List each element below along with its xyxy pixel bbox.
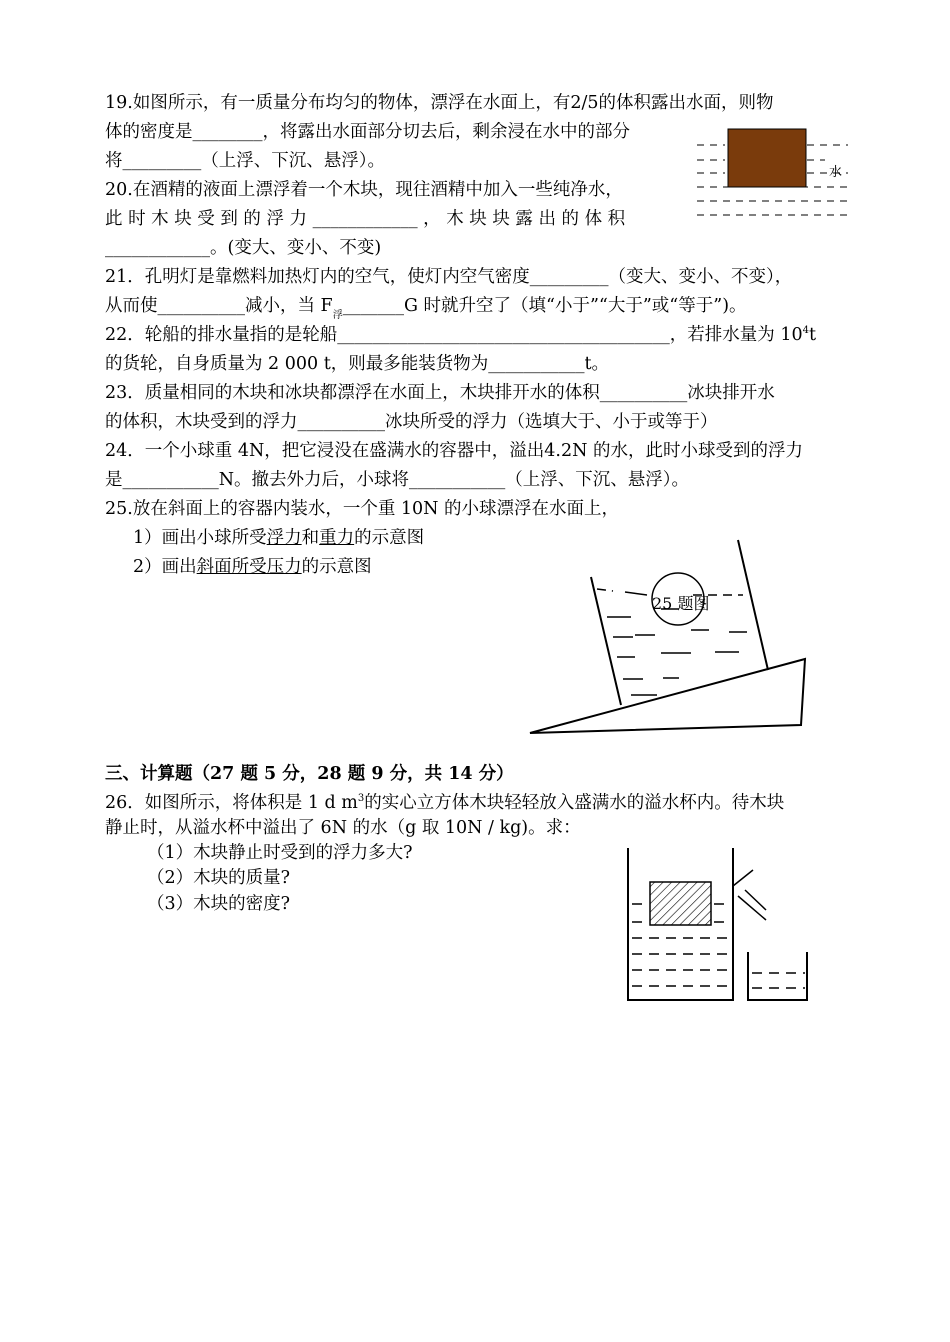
water-label: 水 bbox=[829, 165, 843, 180]
q26-part1: （1）木块静止时受到的浮力多大? bbox=[147, 843, 413, 863]
q23-line1: 23．质量相同的木块和冰块都漂浮在水面上，木块排开水的体积__________冰块排开水 bbox=[105, 383, 775, 403]
q25-buoyancy-underlined: 浮力 bbox=[266, 528, 302, 548]
q22-line1-pre: 22．轮船的排水量指的是轮船______________________________________，若排水量为 10 bbox=[105, 325, 803, 345]
spout-lip bbox=[745, 890, 766, 910]
overflow-cup-figure bbox=[620, 840, 815, 1008]
q21-subscript: 浮 bbox=[332, 310, 343, 321]
q25-sub1-pre: 1）画出小球所受 bbox=[133, 528, 267, 548]
q19-line2: 体的密度是________，将露出水面部分切去后，剩余浸在水中的部分 bbox=[105, 122, 630, 142]
section-3-heading: 三、计算题（27 题 5 分，28 题 9 分，共 14 分） bbox=[105, 764, 514, 784]
spout-upper bbox=[733, 870, 753, 886]
incline bbox=[530, 659, 805, 733]
q24-line2: 是___________N。撤去外力后，小球将___________（上浮、下沉、悬浮）。 bbox=[105, 470, 690, 490]
q20-line1: 20.在酒精的液面上漂浮着一个木块，现往酒精中加入一些纯净水， bbox=[105, 180, 623, 200]
container-left-wall bbox=[591, 577, 621, 705]
q25-sub2-post: 的示意图 bbox=[301, 557, 372, 577]
q22-line1 bbox=[105, 323, 816, 350]
q24-line1: 24．一个小球重 4N，把它浸没在盛满水的容器中，溢出4.2N 的水，此时小球受到的浮力 bbox=[105, 441, 803, 461]
q21-line2-pre: 从而使__________减小，当 F bbox=[105, 296, 333, 316]
q25-pressure-underlined: 斜面所受压力 bbox=[196, 557, 302, 577]
q26-superscript: 3 bbox=[357, 793, 365, 804]
q26-line1-post: 的实心立方体木块轻轻放入盛满水的溢水杯内。待木块 bbox=[364, 793, 785, 813]
q21-line1: 21．孔明灯是靠燃料加热灯内的空气，使灯内空气密度_________（变大、变小、不变）， bbox=[105, 267, 793, 287]
q22-line2: 的货轮，自身质量为 2 000 t，则最多能装货物为___________t。 bbox=[105, 354, 610, 374]
q19-line3: 将_________（上浮、下沉、悬浮）。 bbox=[105, 151, 385, 171]
q25-sub2 bbox=[133, 555, 372, 579]
q20-line3: ____________。(变大、变小、不变) bbox=[105, 238, 382, 258]
q25-gravity-underlined: 重力 bbox=[319, 528, 355, 548]
q25-sub1 bbox=[133, 526, 424, 550]
q25-sub1-mid: 和 bbox=[301, 528, 320, 548]
q26-line1-pre: 26．如图所示，将体积是 1 d m bbox=[105, 793, 358, 813]
q25-sub1-post: 的示意图 bbox=[354, 528, 425, 548]
q26-line1 bbox=[105, 791, 784, 818]
wooden-cube bbox=[650, 882, 711, 925]
q26-part2: （2）木块的质量? bbox=[147, 868, 291, 888]
collecting-beaker bbox=[748, 952, 807, 1000]
q22-superscript: 4 bbox=[802, 325, 809, 336]
q21-line2 bbox=[105, 294, 747, 321]
q25-line1: 25.放在斜面上的容器内装水，一个重 10N 的小球漂浮在水面上， bbox=[105, 499, 620, 519]
figure-25-caption: 25 题图 bbox=[652, 594, 710, 613]
q26-part3: （3）木块的密度? bbox=[147, 894, 291, 914]
q22-line1-post: t bbox=[808, 325, 817, 345]
q21-line2-post: _______G 时就升空了（填“小于”“大于”或“等于”)。 bbox=[342, 296, 747, 316]
q23-line2: 的体积，木块受到的浮力__________冰块所受的浮力（选填大于、小于或等于） bbox=[105, 412, 718, 432]
floating-block-figure bbox=[695, 125, 850, 230]
q25-sub2-pre: 2）画出 bbox=[133, 557, 197, 577]
q26-line2: 静止时，从溢水杯中溢出了 6N 的水（g 取 10N / kg)。求： bbox=[105, 818, 581, 838]
incline-container-figure bbox=[525, 535, 815, 740]
wood-block bbox=[728, 129, 806, 187]
spout-lower bbox=[738, 896, 766, 920]
q20-line2: 此 时 木 块 受 到 的 浮 力 ____________ ， 木 块 块 露 出 的 体 积 bbox=[105, 209, 626, 229]
q19-line1: 19.如图所示，有一质量分布均匀的物体，漂浮在水面上，有2/5的体积露出水面，则物 bbox=[105, 93, 774, 113]
container-right-wall bbox=[738, 540, 768, 670]
